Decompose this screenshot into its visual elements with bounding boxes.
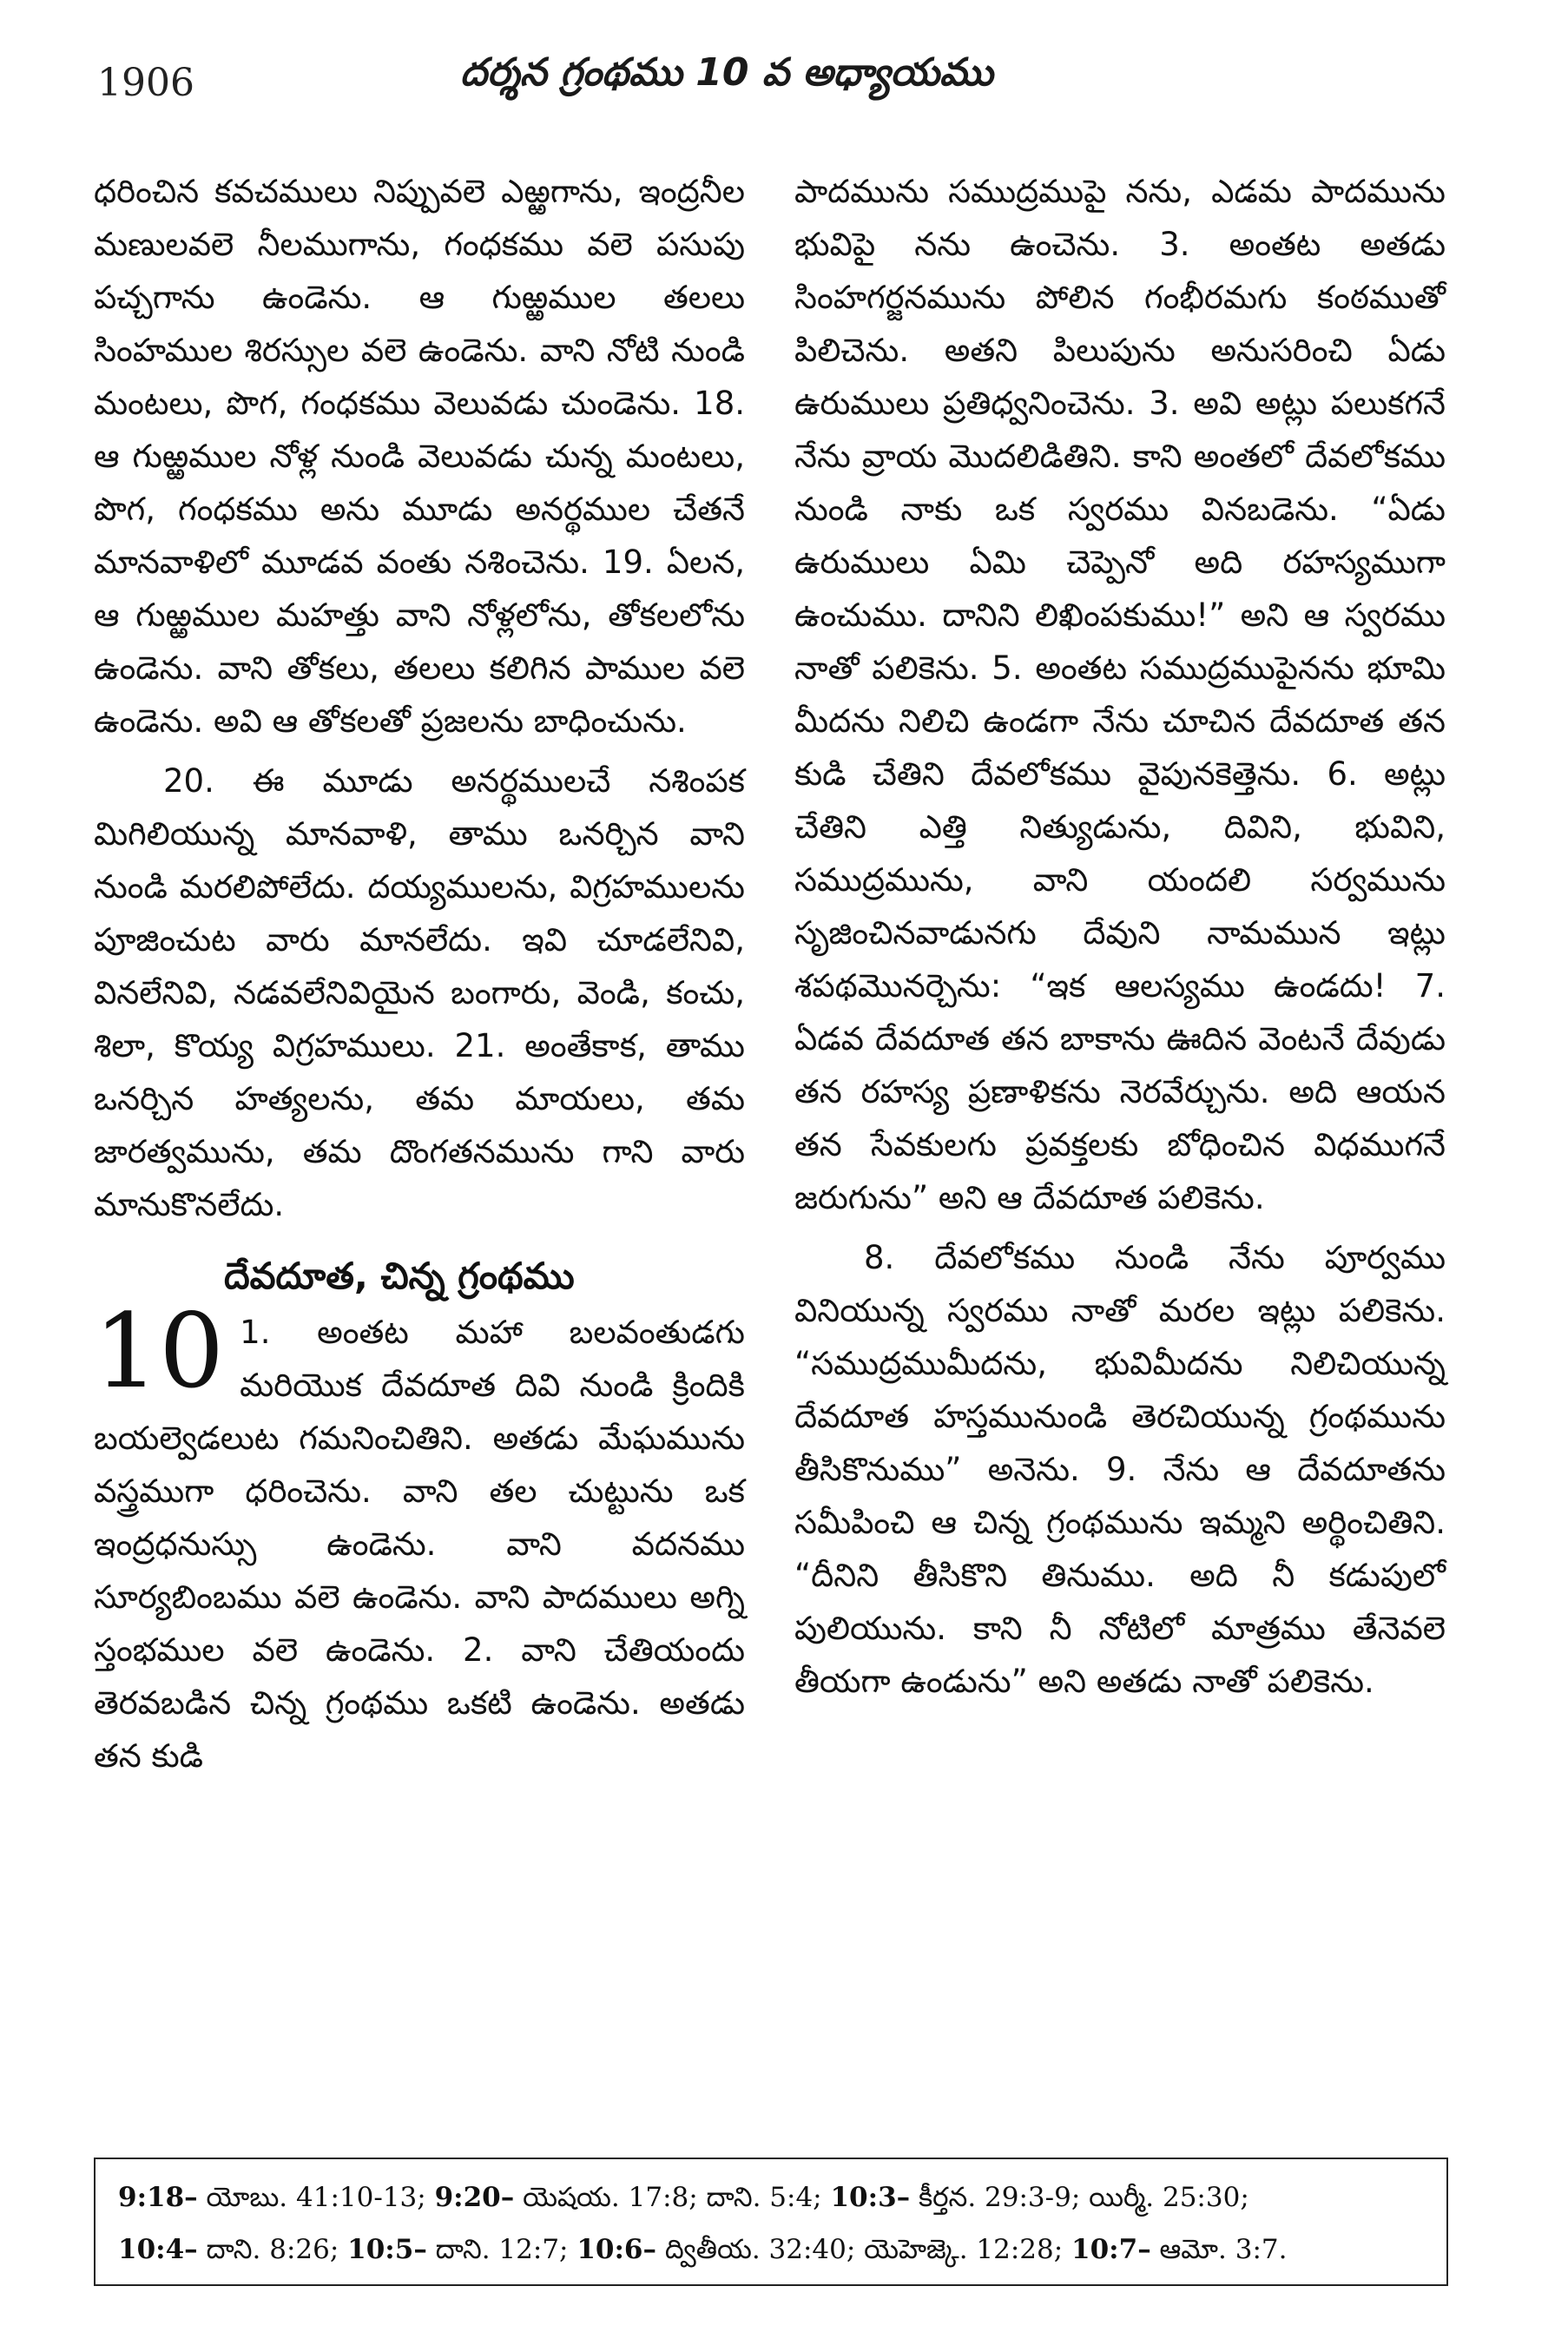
- running-title: దర్శన గ్రంథము 10 వ అధ్యాయము: [460, 50, 993, 95]
- reference-key: 10:4–: [118, 2234, 198, 2265]
- reference-text: దాని. 8:26;: [197, 2234, 348, 2265]
- reference-key: 10:3–: [830, 2182, 911, 2213]
- chapter-section: [94, 1250, 745, 1782]
- paragraph: ధరించిన కవచములు నిప్పువలె ఎఱ్ఱగాను, ఇంద్రనీల మణులవలె నీలముగాను, గంధకము వలె పసుపు పచ్చగాను ఉండెను. ఆ గుఱ్ఱముల తలలు సింహముల శిరస్సుల వలె ఉండెను. వాని నోటి నుండి మంటలు, పొగ, గంధకము వెలువడు చుండెను. 18. ఆ గుఱ్ఱముల నోళ్ల నుండి వెలువడు చున్న మంటలు, పొగ, గంధకము అను మూడు అనర్థముల చేతనే మానవాళిలో మూడవ వంతు నశించెను. 19. ఏలన, ఆ గుఱ్ఱముల మహత్తు వాని నోళ్లలోను, తోకలలోను ఉండెను. వాని తోకలు, తలలు కలిగిన పాముల వలె ఉండెను. అవి ఆ తోకలతో ప్రజలను బాధించును.: [94, 173, 745, 740]
- left-column: [94, 165, 745, 1782]
- reference-text: ఆమో. 3:7.: [1150, 2234, 1288, 2265]
- paragraph: 20. ఈ మూడు అనర్థములచే నశింపక మిగిలియున్న మానవాళి, తాము ఒనర్చిన వాని నుండి మరలిపోలేదు. దయ్యములను, విగ్రహములను పూజించుట వారు మానలేదు. ఇవి చూడలేనివి, వినలేనివి, నడవలేనివియైన బంగారు, వెండి, కంచు, శిలా, కొయ్య విగ్రహములు. 21. అంతేకాక, తాము ఒనర్చిన హత్యలను, తమ మాయలు, తమ జారత్వమును, తమ దొంగతనమును గాని వారు మానుకొనలేదు.: [94, 762, 745, 1223]
- reference-key: 9:18–: [118, 2182, 198, 2213]
- paragraph: 8. దేవలోకము నుండి నేను పూర్వము వినియున్న స్వరము నాతో మరల ఇట్లు పలికెను. “సముద్రముమీదను, భువిమీదను నిలిచియున్న దేవదూత హస్తమునుండి తెరచియున్న గ్రంథమును తీసికొనుము” అనెను. 9. నేను ఆ దేవదూతను సమీపించి ఆ చిన్న గ్రంథమును ఇమ్మని అర్థించితిని. “దీనిని తీసికొని తినుము. అది నీ కడుపులో పులియును. కాని నీ నోటిలో మాత్రము తేనెవలె తీయగా ఉండును” అని అతడు నాతో పలికెను.: [794, 1239, 1446, 1700]
- paragraph: పాదమును సముద్రముపై నను, ఎడమ పాదమును భువిపై నను ఉంచెను. 3. అంతట అతడు సింహగర్జనమును పోలిన గంభీరమగు కంఠముతో పిలిచెను. అతని పిలుపును అనుసరించి ఏడు ఉరుములు ప్రతిధ్వనించెను. 3. అవి అట్లు పలుకగనే నేను వ్రాయ మొదలిడితిని. కాని అంతలో దేవలోకము నుండి నాకు ఒక స్వరము వినబడెను. “ఏడు ఉరుములు ఏమి చెప్పెనో అది రహస్యముగా ఉంచుము. దానిని లిఖింపకుము!” అని ఆ స్వరము నాతో పలికెను. 5. అంతట సముద్రముపైనను భూమి మీదను నిలిచి ఉండగా నేను చూచిన దేవదూత తన కుడి చేతిని దేవలోకము వైపునకెత్తెను. 6. అట్లు చేతిని ఎత్తి నిత్యుడును, దివిని, భువిని, సముద్రమును, వాని యందలి సర్వమును సృజించినవాడునగు దేవుని నామమున ఇట్లు శపథమొనర్చెను: “ఇక ఆలస్యము ఉండదు! 7. ఏడవ దేవదూత తన బాకాను ఊదిన వెంటనే దేవుడు తన రహస్య ప్రణాళికను నెరవేర్చును. అది ఆయన తన సేవకులగు ప్రవక్తలకు బోధించిన విధముగనే జరుగును” అని ఆ దేవదూత పలికెను.: [794, 173, 1446, 1216]
- reference-key: 10:5–: [347, 2234, 427, 2265]
- page-number: 1906: [97, 61, 194, 105]
- reference-text: యోబు. 41:10-13;: [197, 2182, 435, 2213]
- section-heading: దేవదూత, చిన్న గ్రంథము: [224, 1255, 575, 1297]
- reference-line: [118, 2224, 1424, 2276]
- reference-text: కీర్తన. 29:3-9; యిర్మీ. 25:30;: [910, 2182, 1249, 2213]
- chapter-text: 1. అంతట మహా బలవంతుడగు మరియొక దేవదూత దివి నుండి క్రిందికి బయల్వెడలుట గమనించితిని. అతడు మేఘమును వస్త్రముగా ధరించెను. వాని తల చుట్టును ఒక ఇంద్రధనుస్సు ఉండెను. వాని వదనము సూర్యబింబము వలె ఉండెను. వాని పాదములు అగ్ని స్తంభముల వలె ఉండెను. 2. వాని చేతియందు తెరవబడిన చిన్న గ్రంథము ఒకటి ఉండెను. అతడు తన కుడి: [94, 1314, 745, 1775]
- reference-text: యెషయ. 17:8; దాని. 5:4;: [514, 2182, 831, 2213]
- cross-references-box: [94, 2158, 1448, 2286]
- reference-key: 10:7–: [1071, 2234, 1151, 2265]
- reference-line: [118, 2171, 1424, 2224]
- reference-text: దాని. 12:7;: [426, 2234, 577, 2265]
- chapter-opening-paragraph: [94, 1291, 745, 1782]
- reference-key: 9:20–: [434, 2182, 515, 2213]
- right-column: [794, 165, 1446, 1708]
- reference-key: 10:6–: [576, 2234, 656, 2265]
- chapter-number: 10: [94, 1291, 225, 1411]
- reference-text: ద్వితీయ. 32:40; యెహెజ్కె. 12:28;: [656, 2234, 1072, 2265]
